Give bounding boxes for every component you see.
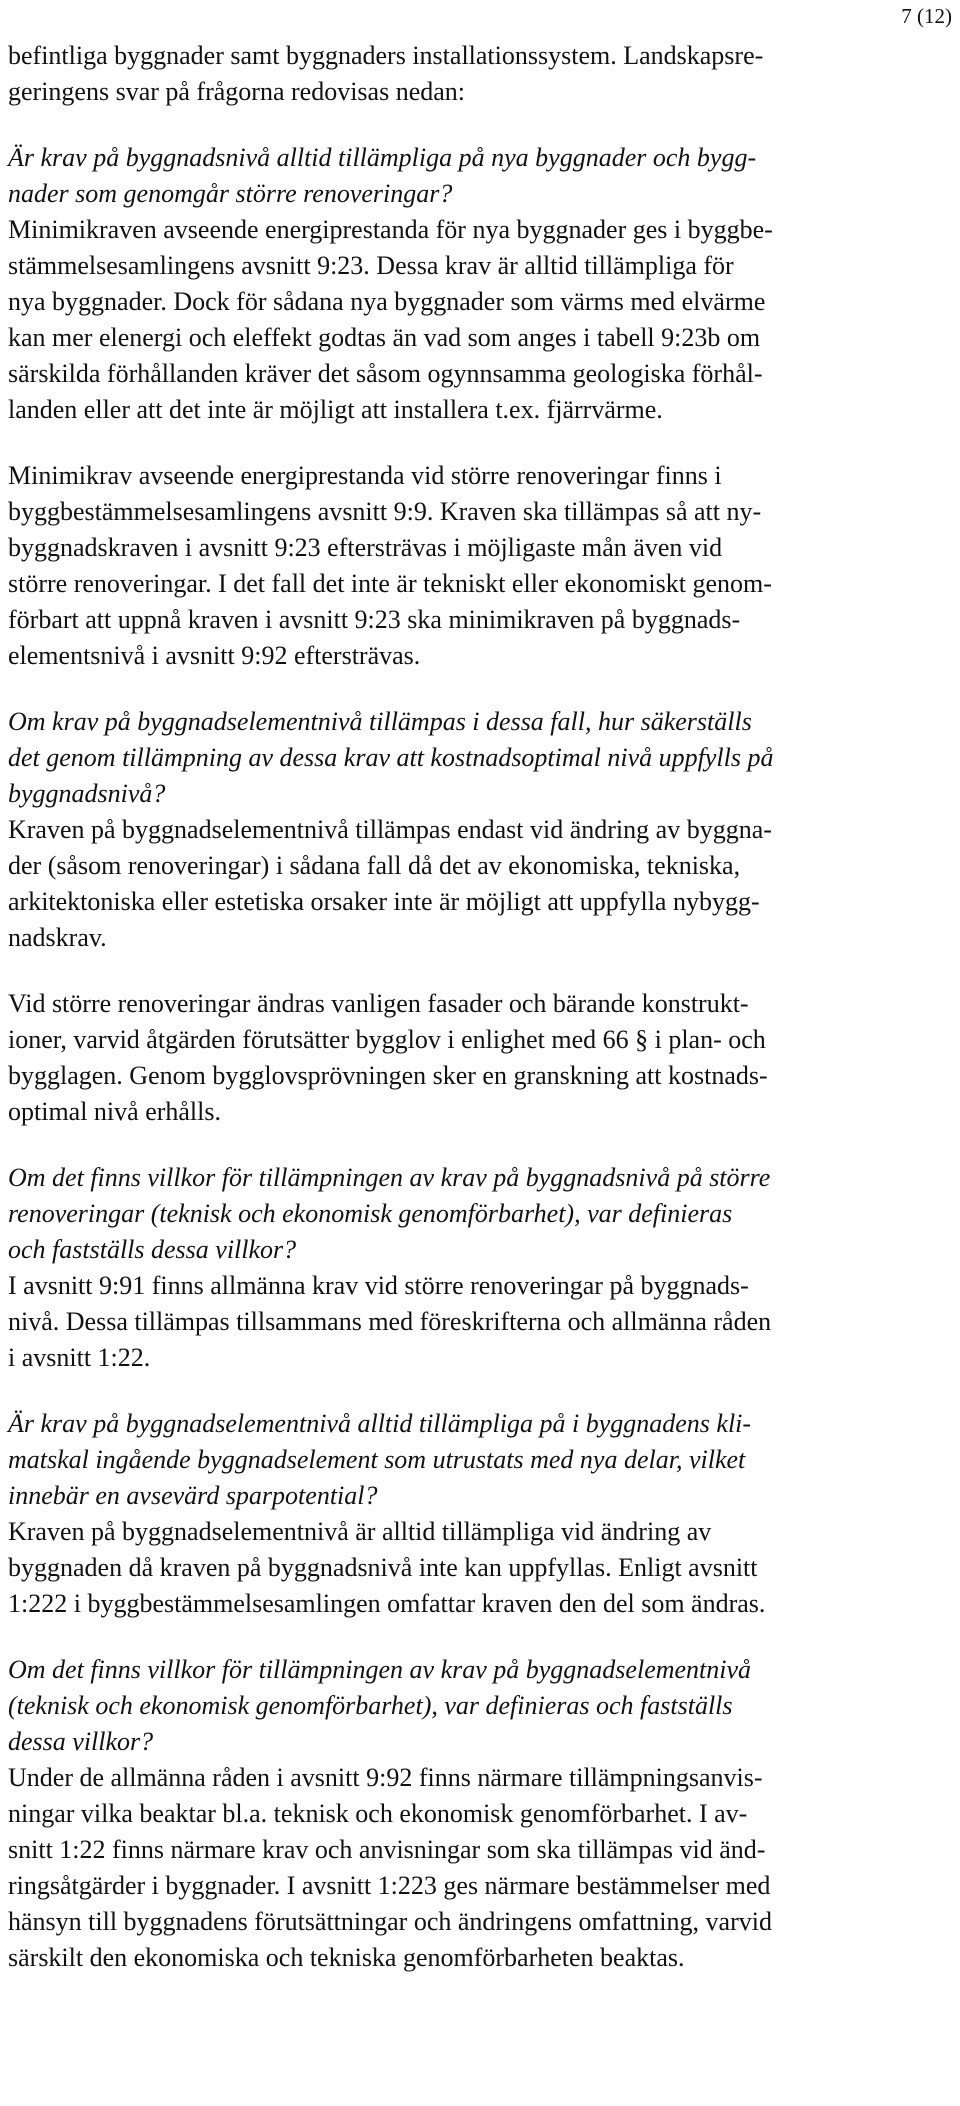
paragraph-gap [8, 1130, 946, 1160]
question-3: Om det finns villkor för tillämpningen av krav på byggnadsnivå på större renoveringar (teknisk och ekonomisk genomförbarhet), var definieras och fastställs dessa villkor? [8, 1163, 771, 1264]
paragraph-gap [8, 1622, 946, 1652]
answer-2: Kraven på byggnadselementnivå tillämpas endast vid ändring av byggna- der (såsom renoveringar) i sådana fall då det av ekonomiska, tekniska, arkitektoniska eller estetiska orsaker inte är möjligt att uppfylla nybygg- nadskrav. [8, 815, 772, 952]
page-number: 7 (12) [901, 4, 952, 28]
document-body [8, 38, 946, 1976]
answer-4: Kraven på byggnadselementnivå är alltid tillämpliga vid ändring av byggnaden då kraven på byggnadsnivå inte kan uppfyllas. Enligt avsnitt 1:222 i byggbestämmelsesamlingen omfattar kraven den del som ändras. [8, 1517, 766, 1618]
answer-1b: Minimikrav avseende energiprestanda vid större renoveringar finns i byggbestämmelsesamlingens avsnitt 9:9. Kraven ska tillämpas så att ny- byggnadskraven i avsnitt 9:23 eftersträvas i möjligaste mån även vid större renoveringar. I det fall det inte är tekniskt eller ekonomiskt genom- förbart att uppnå kraven i avsnitt 9:23 ska minimikraven på byggnads- elementsnivå i avsnitt 9:92 eftersträvas. [8, 461, 772, 670]
answer-2b: Vid större renoveringar ändras vanligen fasader och bärande konstrukt- ioner, varvid åtgärden förutsätter bygglov i enlighet med 66 § i plan- och bygglagen. Genom bygglovsprövningen sker en granskning att kostnads- optimal nivå erhålls. [8, 989, 768, 1126]
question-1: Är krav på byggnadsnivå alltid tillämpliga på nya byggnader och bygg- nader som genomgår större renoveringar? [8, 143, 757, 208]
answer-1: Minimikraven avseende energiprestanda för nya byggnader ges i byggbe- stämmelsesamlingens avsnitt 9:23. Dessa krav är alltid tillämpliga för nya byggnader. Dock för sådana nya byggnader som värms med elvärme kan mer elenergi och eleffekt godtas än vad som anges i tabell 9:23b om särskilda förhållanden kräver det såsom ogynnsamma geologiska förhål- landen eller att det inte är möjligt att installera t.ex. fjärrvärme. [8, 215, 773, 424]
paragraph-gap [8, 956, 946, 986]
answer-5: Under de allmänna råden i avsnitt 9:92 finns närmare tillämpningsanvis- ningar vilka beaktar bl.a. teknisk och ekonomisk genomförbarhet. I av- snitt 1:22 finns närmare krav och anvisningar som ska tillämpas vid änd- ringsåtgärder i byggnader. I avsnitt 1:223 ges närmare bestämmelser med hänsyn till byggnadens förutsättningar och ändringens omfattning, varvid särskilt den ekonomiska och tekniska genomförbarheten beaktas. [8, 1763, 772, 1972]
question-4: Är krav på byggnadselementnivå alltid tillämpliga på i byggnadens kli- matskal ingående byggnadselement som utrustats med nya delar, vilket innebär en avsevärd sparpotential? [8, 1409, 752, 1510]
paragraph-gap [8, 1376, 946, 1406]
question-5: Om det finns villkor för tillämpningen av krav på byggnadselementnivå (teknisk och ekonomisk genomförbarhet), var definieras och fastställs dessa villkor? [8, 1655, 752, 1756]
paragraph-gap [8, 110, 946, 140]
answer-3: I avsnitt 9:91 finns allmänna krav vid större renoveringar på byggnads- nivå. Dessa tillämpas tillsammans med föreskrifterna och allmänna råden i avsnitt 1:22. [8, 1271, 772, 1372]
intro-paragraph: befintliga byggnader samt byggnaders installationssystem. Landskapsre- geringens svar på frågorna redovisas nedan: [8, 41, 764, 106]
question-2: Om krav på byggnadselementnivå tillämpas i dessa fall, hur säkerställs det genom tillämpning av dessa krav att kostnadsoptimal nivå uppfylls på byggnadsnivå? [8, 707, 774, 808]
paragraph-gap [8, 674, 946, 704]
paragraph-gap [8, 428, 946, 458]
